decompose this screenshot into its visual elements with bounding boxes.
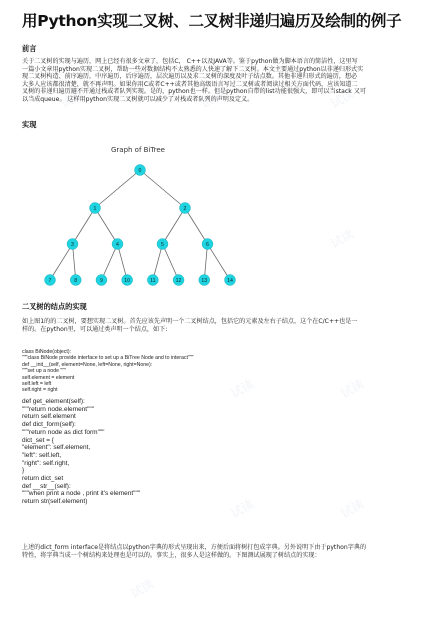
watermark: 试读 [198, 86, 227, 111]
code-line: self.right = right [22, 387, 58, 394]
tree-edge [93, 205, 118, 244]
code-line: """class BiNode provide interface to set up a BiTree Node and to interact""" [22, 355, 194, 362]
preface-line: 叉树的非递归遍历避不开通过栈或者队列实现。是的，python也一样。但是python自带的list功能很强大，即可以当stack 又可 [22, 88, 366, 96]
tree-node-label: 14 [227, 277, 233, 284]
section-heading: 二叉树的结点的实现 [22, 302, 87, 311]
section-line: 样的。在python里，可以通过类声明一个结点，如下: [22, 325, 168, 333]
tree-edge [138, 167, 185, 208]
code-line: def dict_form(self): [22, 421, 76, 429]
code-line: def __str__(self): [22, 482, 71, 490]
code-line: def __init__(self, element=None, left=None, right=None): [22, 361, 153, 368]
code-line: def get_element(self): [22, 398, 85, 405]
preface-line: 以当成queue。 这样用python实现二叉树就可以减少了对栈或者队列的声明及定义。 [22, 95, 254, 103]
tree-edge [95, 167, 142, 208]
closing-line: 上述的dict_form interface是将结点以python字典的形式呈现出来，方便后面将树打包成字典。另外说明下由于python字典的 [22, 544, 367, 551]
preface-line: 一篇小文章用python实现二叉树，帮助一些对数据结构不太熟悉的人快速了解下二叉树。本文主要通过python以非递归形式实 [22, 65, 364, 73]
watermark: 试读 [228, 496, 257, 521]
code-line: return str(self.element) [22, 498, 88, 506]
tree-node-label: 5 [161, 241, 164, 248]
code-line: "element": self.element, [22, 444, 91, 452]
section-line: 如上图1的的二叉树，要想实现二叉树。首先应该先声明一个二叉树结点，包括它的元素及左右子结点，这个在C/C++也是一 [22, 318, 358, 325]
preface-line: 大多人应该都很清楚，就不再声明。如果你用C或者C++或者其他高级语言写过二叉树或者阅读过相关方面代码，应该知道二 [22, 80, 358, 88]
code-line: """return node as dict form""" [22, 428, 105, 436]
watermark: 试读 [338, 376, 367, 401]
tree-node-label: 8 [74, 277, 78, 284]
code-line: """return node.element""" [22, 405, 95, 413]
tree-edge [50, 241, 74, 280]
watermark: 试读 [128, 576, 157, 601]
section-paragraph [22, 318, 418, 333]
binary-tree-chart [40, 156, 240, 292]
preface-line: 现二叉树构造、前序遍历，中序遍历，后序遍历，层次遍历以及求二叉树的深度及叶子结点数。其他非递归形式的遍历，想必 [22, 73, 358, 81]
tree-edge [73, 205, 97, 244]
code-line: "left": self.left, [22, 451, 62, 459]
tree-node-label: 2 [183, 205, 187, 212]
watermark: 试读 [338, 496, 367, 521]
tree-node-label: 0 [138, 167, 142, 174]
tree-node-label: 11 [150, 277, 156, 284]
code-line: dict_set = { [22, 436, 54, 444]
closing-line: 特性，将字典当成一个树结构来处理也是可以的。事实上，很多人是这样做的。下图测试展现了树结点的实现： [22, 551, 321, 559]
tree-node-label: 9 [99, 277, 103, 284]
code-line: """set up a node """ [22, 368, 66, 375]
tree-node-label: 4 [116, 241, 119, 248]
code-line: class BiNode(object): [22, 349, 72, 355]
closing-paragraph [22, 544, 418, 559]
watermark: 试读 [58, 86, 87, 111]
preface-heading: 前言 [22, 44, 37, 53]
tree-edge [183, 205, 208, 244]
page-title: 用Python实现二叉树、二叉树非递归遍历及绘制的例子 [22, 12, 402, 30]
chart-title: Graph of BiTree [110, 146, 165, 154]
preface-paragraph [22, 58, 418, 104]
tree-edge [163, 205, 187, 244]
code-block-class [22, 349, 418, 394]
code-line: """when print a node , print it's element""" [22, 490, 141, 498]
tree-node-label: 10 [124, 277, 131, 284]
tree-node-label: 3 [71, 241, 74, 248]
code-line: self.left = left [22, 381, 52, 388]
tree-node-label: 7 [48, 277, 52, 284]
code-line: } [22, 467, 25, 475]
code-line: return dict_set [22, 475, 64, 483]
tree-node-label: 6 [206, 241, 209, 248]
tree-node-label: 12 [175, 277, 182, 284]
code-block-methods [22, 398, 418, 506]
code-line: return self.element [22, 413, 76, 421]
watermark: 试读 [328, 86, 357, 111]
watermark: 试读 [328, 226, 357, 251]
impl-heading: 实现 [22, 120, 37, 129]
tree-edge [101, 241, 119, 280]
watermark: 试读 [228, 376, 257, 401]
tree-node-label: 13 [201, 277, 208, 284]
preface-line: 关于二叉树的实现与遍历，网上已经有很多文章了，包括C， C++以及JAVA等。鉴于python做为脚本语言的简洁性，这里写 [22, 58, 358, 65]
tree-edge [206, 241, 231, 280]
code-line: "right": self.right, [22, 459, 70, 467]
tree-node-label: 1 [93, 205, 97, 212]
tree-edge [161, 241, 179, 280]
code-line: self.element = element [22, 374, 75, 381]
